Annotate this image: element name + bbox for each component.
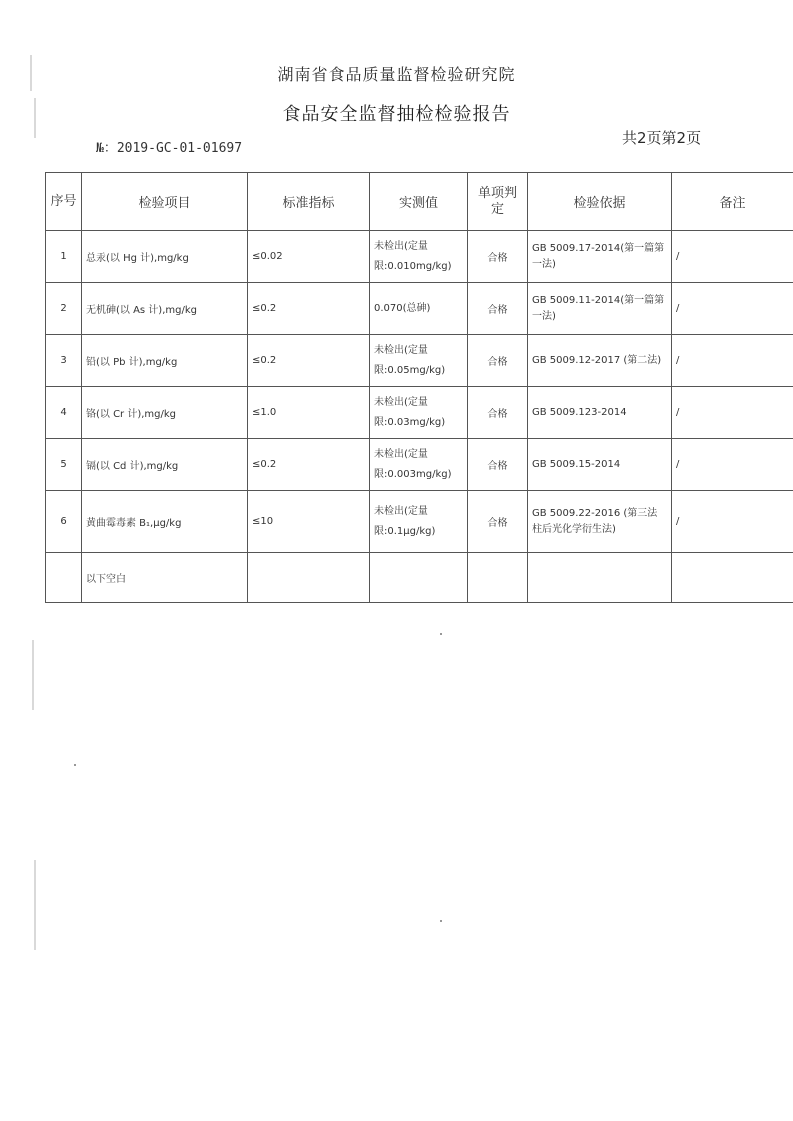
scan-artifact: [34, 860, 36, 950]
table-row-blank: [46, 553, 793, 603]
cell-basis: GB 5009.12-2017 (第二法): [528, 335, 672, 387]
blank-note: 以下空白: [82, 553, 248, 603]
scan-speck: [74, 764, 76, 766]
cell-item: 无机砷(以 As 计),mg/kg: [82, 283, 248, 335]
cell-standard: ≤0.2: [248, 335, 370, 387]
cell-basis: GB 5009.123-2014: [528, 387, 672, 439]
column-header-seq: 序号: [46, 173, 82, 231]
scan-speck: [440, 633, 442, 635]
table-row: [46, 335, 793, 387]
column-header-judgment: 单项判定: [468, 173, 528, 231]
cell-judgment: 合格: [468, 335, 528, 387]
column-header-measured: 实测值: [370, 173, 468, 231]
cell-item: 镉(以 Cd 计),mg/kg: [82, 439, 248, 491]
cell-judgment: 合格: [468, 283, 528, 335]
cell-measured: 未检出(定量限:0.010mg/kg): [370, 231, 468, 283]
cell-judgment: 合格: [468, 439, 528, 491]
cell-judgment: 合格: [468, 387, 528, 439]
cell-judgment: 合格: [468, 231, 528, 283]
scan-artifact: [32, 640, 34, 710]
page-info: 共2页第2页: [622, 129, 702, 147]
cell-remark: /: [672, 335, 793, 387]
cell-remark: /: [672, 491, 793, 553]
table-row: [46, 491, 793, 553]
cell-empty: [468, 553, 528, 603]
table-row: [46, 231, 793, 283]
cell-item: 铅(以 Pb 计),mg/kg: [82, 335, 248, 387]
cell-standard: ≤0.2: [248, 439, 370, 491]
cell-measured: 未检出(定量限:0.1μg/kg): [370, 491, 468, 553]
cell-standard: ≤1.0: [248, 387, 370, 439]
cell-empty: [528, 553, 672, 603]
cell-measured: 0.070(总砷): [370, 283, 468, 335]
cell-basis: GB 5009.17-2014(第一篇第一法): [528, 231, 672, 283]
report-number: №：2019-GC-01-01697: [96, 141, 243, 156]
cell-seq: 6: [46, 491, 82, 553]
table-row: [46, 283, 793, 335]
institute-name: 湖南省食品质量监督检验研究院: [277, 65, 516, 84]
report-title: 食品安全监督抽检检验报告: [282, 104, 511, 125]
cell-item: 铬(以 Cr 计),mg/kg: [82, 387, 248, 439]
cell-remark: /: [672, 439, 793, 491]
scan-speck: [440, 920, 442, 922]
cell-basis: GB 5009.22-2016 (第三法 柱后光化学衍生法): [528, 491, 672, 553]
cell-remark: /: [672, 231, 793, 283]
cell-seq: 2: [46, 283, 82, 335]
cell-remark: /: [672, 283, 793, 335]
cell-seq: 3: [46, 335, 82, 387]
cell-standard: ≤0.02: [248, 231, 370, 283]
scan-artifact: [34, 98, 36, 138]
cell-standard: ≤0.2: [248, 283, 370, 335]
table-row: [46, 387, 793, 439]
scan-artifact: [30, 55, 32, 91]
cell-seq: 1: [46, 231, 82, 283]
cell-seq: 4: [46, 387, 82, 439]
cell-empty: [672, 553, 793, 603]
table-row: [46, 439, 793, 491]
cell-judgment: 合格: [468, 491, 528, 553]
column-header-remark: 备注: [672, 173, 793, 231]
cell-item: 黄曲霉毒素 B₁,μg/kg: [82, 491, 248, 553]
cell-basis: GB 5009.11-2014(第一篇第一法): [528, 283, 672, 335]
column-header-basis: 检验依据: [528, 173, 672, 231]
column-header-standard: 标准指标: [248, 173, 370, 231]
cell-seq: 5: [46, 439, 82, 491]
cell-standard: ≤10: [248, 491, 370, 553]
cell-item: 总汞(以 Hg 计),mg/kg: [82, 231, 248, 283]
cell-remark: /: [672, 387, 793, 439]
cell-measured: 未检出(定量限:0.03mg/kg): [370, 387, 468, 439]
cell-basis: GB 5009.15-2014: [528, 439, 672, 491]
cell-measured: 未检出(定量限:0.05mg/kg): [370, 335, 468, 387]
cell-seq: [46, 553, 82, 603]
cell-empty: [370, 553, 468, 603]
cell-empty: [248, 553, 370, 603]
column-header-item: 检验项目: [82, 173, 248, 231]
results-table: [45, 172, 793, 603]
cell-measured: 未检出(定量限:0.003mg/kg): [370, 439, 468, 491]
table-header-row: [46, 173, 793, 231]
